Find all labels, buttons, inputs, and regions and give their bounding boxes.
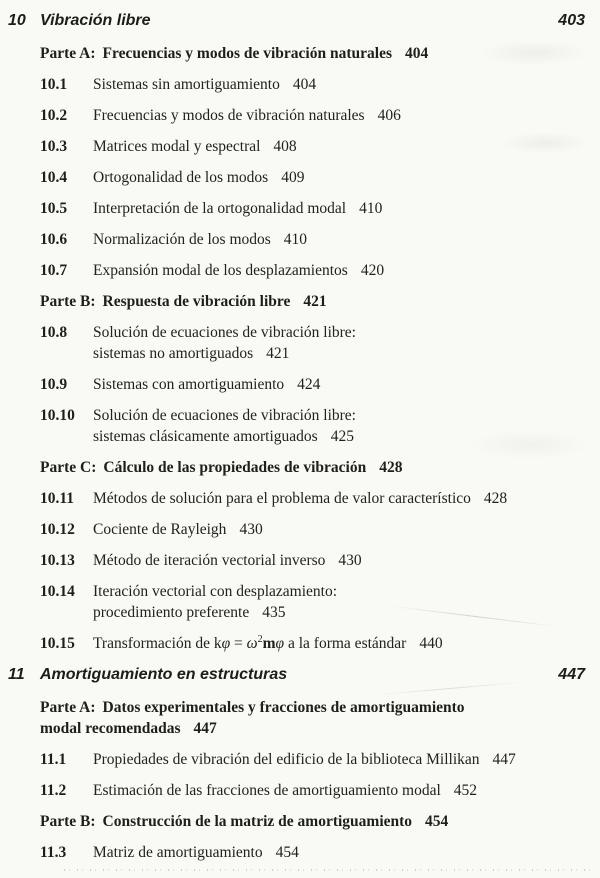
- page-number: 421: [303, 293, 327, 310]
- chapter-number: 10: [8, 12, 26, 29]
- toc-entry: [40, 519, 585, 540]
- toc-entry: [40, 322, 585, 364]
- page-number: 421: [266, 345, 290, 362]
- section-title: Método de iteración vectorial inverso: [93, 552, 326, 569]
- toc-entry: [40, 167, 585, 188]
- part-heading: [40, 291, 585, 312]
- part-heading: [40, 697, 585, 739]
- section-number: 10.10: [40, 407, 75, 424]
- part-label: Parte C:: [40, 459, 97, 476]
- part-label: Parte B:: [40, 293, 96, 310]
- section-number: 10.13: [40, 552, 75, 569]
- toc-entry: [40, 405, 585, 447]
- section-title: Solución de ecuaciones de vibración libre:: [93, 407, 356, 424]
- part-title: Construcción de la matriz de amortiguamiento: [102, 813, 413, 830]
- page-number: 409: [281, 169, 305, 186]
- superscript-2: 2: [257, 633, 263, 645]
- section-number: 10.2: [40, 107, 68, 124]
- toc-entry: [40, 488, 585, 509]
- toc-entry: [40, 749, 585, 770]
- part-label: Parte A:: [40, 45, 96, 62]
- toc-entry: [40, 74, 585, 95]
- page-number: 440: [419, 635, 443, 652]
- chapter-11-entries: [8, 697, 585, 863]
- section-title: Sistemas con amortiguamiento: [93, 376, 285, 393]
- chapter-page-number: 447: [558, 666, 585, 683]
- page-number: 454: [425, 813, 449, 830]
- section-title: Estimación de las fracciones de amortiguamiento modal: [93, 782, 441, 799]
- section-number: 10.9: [40, 376, 68, 393]
- section-title-line2: sistemas clásicamente amortiguados: [93, 428, 318, 445]
- phi-symbol: φ: [275, 635, 285, 652]
- part-title: Frecuencias y modos de vibración naturales: [102, 45, 392, 62]
- page-number: 428: [483, 490, 508, 507]
- toc-entry: [40, 229, 585, 250]
- toc-entry: [40, 374, 585, 395]
- section-title: Iteración vectorial con desplazamiento:: [93, 583, 338, 600]
- chapter-heading: [8, 10, 585, 32]
- toc-entry: [40, 581, 585, 623]
- page-number: 447: [492, 751, 516, 768]
- part-title: Datos experimentales y fracciones de amortiguamiento: [102, 699, 465, 716]
- section-number: 10.7: [40, 262, 68, 279]
- section-title-line2: sistemas no amortiguados: [93, 345, 254, 362]
- page-number: 430: [239, 521, 263, 538]
- toc-entry: [40, 780, 585, 801]
- toc-entry: [40, 136, 585, 157]
- page-number: 404: [404, 45, 429, 62]
- section-title: Interpretación de la ortogonalidad modal: [93, 200, 347, 217]
- page-number: 430: [338, 552, 362, 569]
- page-number: 435: [262, 604, 286, 621]
- phi-symbol: φ: [221, 635, 231, 652]
- part-heading: [40, 811, 585, 832]
- page-number: 406: [377, 107, 401, 124]
- part-title: Cálculo de las propiedades de vibración: [103, 459, 367, 476]
- omega-symbol: ω: [246, 635, 258, 652]
- section-number: 11.1: [40, 751, 67, 768]
- page-number: 425: [330, 428, 354, 445]
- chapter-10-entries: [8, 43, 585, 654]
- page-number: 410: [359, 200, 383, 217]
- section-title-line2: procedimiento preferente: [93, 604, 250, 621]
- part-label: Parte A:: [40, 699, 96, 716]
- part-label: Parte B:: [40, 813, 96, 830]
- section-number: 11.3: [40, 844, 67, 861]
- page-number: 424: [297, 376, 321, 393]
- section-number: 11.2: [40, 782, 67, 799]
- page-number: 410: [283, 231, 308, 248]
- page-number: 447: [193, 720, 217, 737]
- toc-entry: [40, 550, 585, 571]
- section-number: 10.1: [40, 76, 68, 93]
- section-number: 10.3: [40, 138, 68, 155]
- page-number: 428: [379, 459, 403, 476]
- section-number: 10.14: [40, 583, 75, 600]
- part-title-line2: modal recomendadas: [40, 720, 181, 737]
- section-title: Matriz de amortiguamiento: [93, 844, 263, 861]
- chapter-title: Vibración libre: [40, 12, 151, 29]
- section-title-formula: Transformación de $k\varphi = \omega^2m\varphi$ a la forma estándar 440: [93, 633, 443, 652]
- page-number: 452: [453, 782, 478, 799]
- toc-entry: [40, 842, 585, 863]
- section-number: 10.12: [40, 521, 75, 538]
- section-number: 10.6: [40, 231, 68, 248]
- section-number: 10.15: [40, 635, 75, 652]
- toc-entry: [40, 105, 585, 126]
- mass-matrix-symbol: m: [262, 635, 276, 652]
- section-title: Frecuencias y modos de vibración naturales: [93, 107, 365, 124]
- section-title: Normalización de los modos: [93, 231, 271, 248]
- section-title: Expansión modal de los desplazamientos: [93, 262, 348, 279]
- section-number: 10.8: [40, 324, 68, 341]
- page-number: 420: [360, 262, 385, 279]
- part-title: Respuesta de vibración libre: [102, 293, 291, 310]
- toc-entry: [40, 633, 585, 654]
- section-title: Métodos de solución para el problema de valor característico: [93, 490, 471, 507]
- section-title: Sistemas sin amortiguamiento: [93, 76, 280, 93]
- part-heading: [40, 43, 585, 64]
- part-heading: [40, 457, 585, 478]
- toc-entry: [40, 198, 585, 219]
- chapter-heading: [8, 664, 585, 686]
- chapter-number: 11: [8, 666, 25, 683]
- section-number: 10.11: [40, 490, 75, 507]
- section-title: Ortogonalidad de los modos: [93, 169, 269, 186]
- scan-artifact-speckle-line: [64, 869, 592, 871]
- page-number: 404: [292, 76, 317, 93]
- section-title: Matrices modal y espectral: [93, 138, 261, 155]
- section-number: 10.5: [40, 200, 68, 217]
- chapter-title: Amortiguamiento en estructuras: [40, 666, 288, 683]
- page-number: 454: [275, 844, 299, 861]
- chapter-page-number: 403: [558, 12, 585, 29]
- section-title: Solución de ecuaciones de vibración libre:: [93, 324, 356, 341]
- section-number: 10.4: [40, 169, 68, 186]
- toc-entry: [40, 260, 585, 281]
- page-number: 408: [273, 138, 297, 155]
- section-title: Cociente de Rayleigh: [93, 521, 227, 538]
- section-title: Propiedades de vibración del edificio de la biblioteca Millikan: [93, 751, 480, 768]
